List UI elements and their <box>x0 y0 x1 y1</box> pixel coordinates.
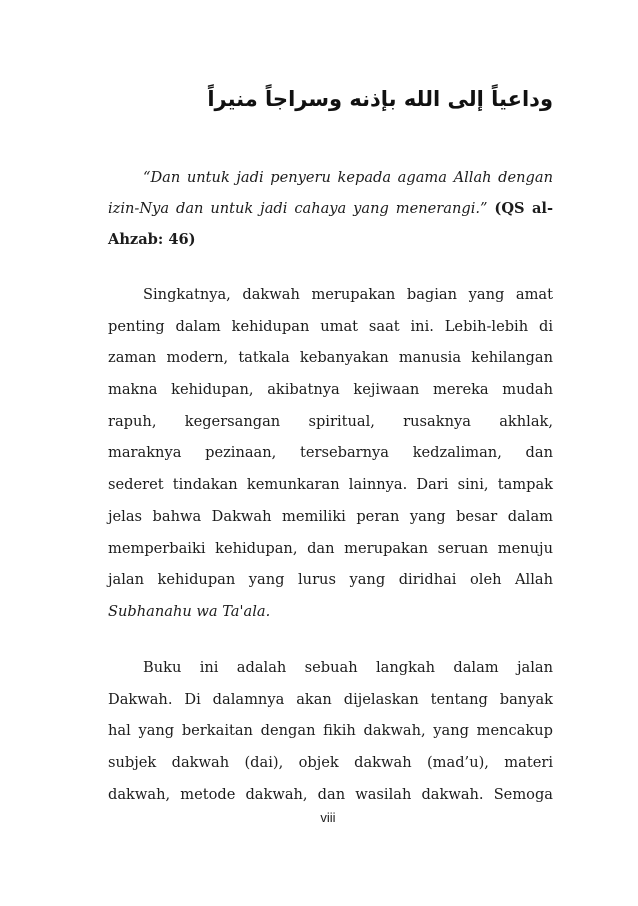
quote-reference: (QS al- <box>494 200 553 217</box>
paragraph-line: subjek dakwah (dai), objek dakwah (mad’u), materi <box>108 754 553 772</box>
paragraph-line: sederet tindakan kemunkaran lainnya. Dari sini, tampak <box>108 476 553 494</box>
quote-text: izin-Nya dan untuk jadi cahaya yang menerangi.” <box>108 200 488 217</box>
paragraph <box>108 279 553 628</box>
paragraph-line: dakwah, metode dakwah, dan wasilah dakwah. Semoga <box>108 785 553 803</box>
paragraph-line: zaman modern, tatkala kebanyakan manusia kehilangan <box>108 349 553 367</box>
paragraph-line: maraknya pezinaan, tersebarnya kedzaliman, dan <box>108 444 553 462</box>
paragraph-line: penting dalam kehidupan umat saat ini. Lebih-lebih di <box>108 317 553 335</box>
paragraph-line: hal yang berkaitan dengan fikih dakwah, yang mencakup <box>108 722 553 740</box>
paragraph <box>108 652 553 810</box>
quote-translation <box>108 162 553 255</box>
paragraph-line: jelas bahwa Dakwah memiliki peran yang besar dalam <box>108 507 553 525</box>
paragraph-line: Subhanahu wa Ta'ala. <box>108 602 271 620</box>
page-number: viii <box>320 810 336 825</box>
paragraph-line: Singkatnya, dakwah merupakan bagian yang amat <box>143 286 553 303</box>
paragraph-line: jalan kehidupan yang lurus yang diridhai oleh Allah <box>108 571 553 589</box>
arabic-verse: وداعياً إلى الله بإذنه وسراجاً منيراً <box>207 87 553 111</box>
quote-line: “Dan untuk jadi penyeru kepada agama Allah dengan <box>143 169 553 186</box>
paragraph-line: rapuh, kegersangan spiritual, rusaknya akhlak, <box>108 412 553 430</box>
paragraph-line: memperbaiki kehidupan, dan merupakan seruan menuju <box>108 539 553 557</box>
paragraph-line: Buku ini adalah sebuah langkah dalam jalan <box>143 659 553 676</box>
paragraph-line: makna kehidupan, akibatnya kejiwaan mereka mudah <box>108 381 553 399</box>
paragraph-line: Dakwah. Di dalamnya akan dijelaskan tentang banyak <box>108 690 553 708</box>
quote-line <box>108 193 553 224</box>
quote-reference: Ahzab: 46) <box>108 231 196 248</box>
